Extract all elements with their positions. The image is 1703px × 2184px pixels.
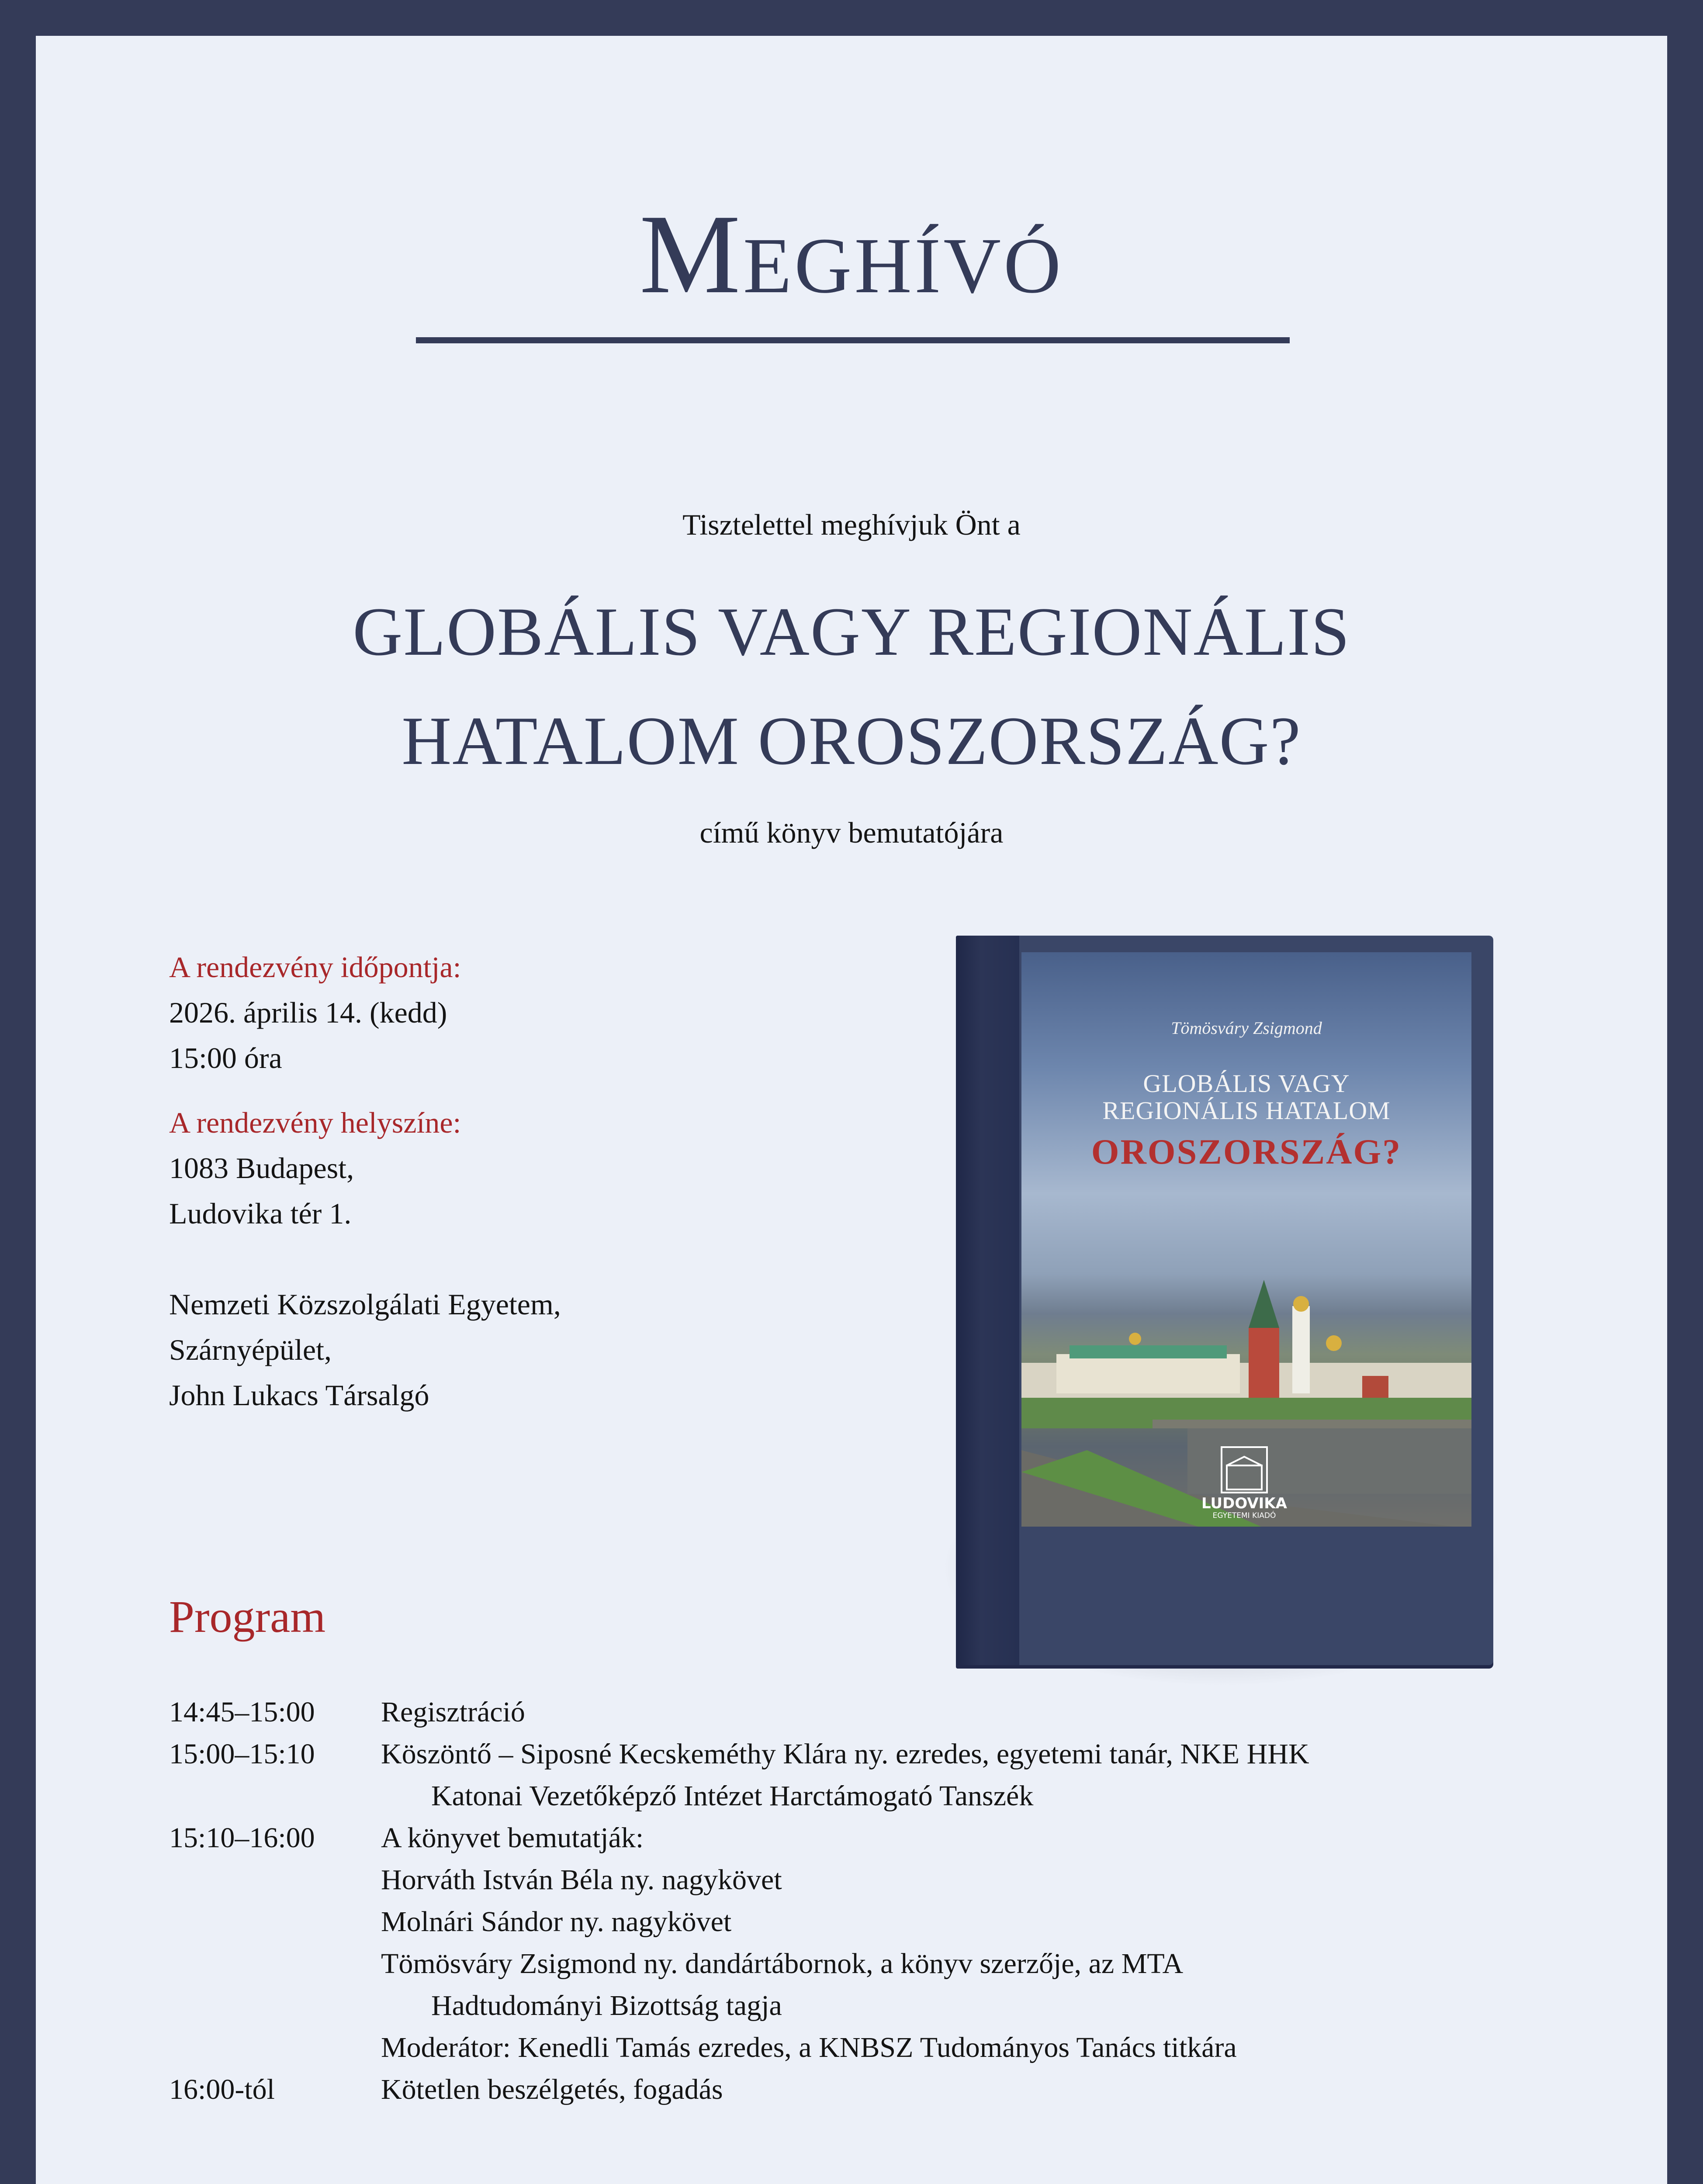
event-info xyxy=(169,944,912,1418)
program-desc-cont: Hadtudományi Bizottság tagja xyxy=(431,1990,782,2022)
cover-publisher-name: LUDOVIKA xyxy=(1201,1495,1287,1512)
venue-line3: John Lukacs Társalgó xyxy=(169,1379,429,1412)
cover-author: Tömösváry Zsigmond xyxy=(1171,1018,1322,1038)
program-time: 16:00-tól xyxy=(169,2073,275,2105)
building-icon xyxy=(1220,1446,1268,1494)
book-title-line1: GLOBÁLIS VAGY REGIONÁLIS xyxy=(353,594,1350,670)
program-desc: Tömösváry Zsigmond ny. dandártábornok, a könyv szerzője, az MTA xyxy=(381,1948,1184,1980)
cover-title xyxy=(1021,1070,1471,1124)
book-title xyxy=(36,577,1667,796)
address-line2: Ludovika tér 1. xyxy=(169,1197,352,1230)
date-label: A rendezvény időpontja: xyxy=(169,950,461,984)
program-row xyxy=(169,1733,1567,1817)
title-divider xyxy=(416,337,1290,343)
venue-line2: Szárnyépület, xyxy=(169,1333,332,1366)
program-row xyxy=(169,1817,1567,1859)
program-time xyxy=(169,1901,381,1943)
program-row xyxy=(169,2027,1567,2069)
cover-title-line2: REGIONÁLIS HATALOM xyxy=(1102,1096,1391,1125)
program-list xyxy=(169,1691,1567,2111)
cover-photo xyxy=(1021,952,1471,1527)
program-time xyxy=(169,1859,381,1901)
program-desc: Regisztráció xyxy=(381,1696,525,1728)
program-row xyxy=(169,1901,1567,1943)
cover-title-highlight: OROSZORSZÁG? xyxy=(1091,1132,1402,1171)
program-time: 15:00–15:10 xyxy=(169,1738,315,1770)
program-desc: Horváth István Béla ny. nagykövet xyxy=(381,1864,782,1896)
page-title: Meghívó xyxy=(639,191,1064,317)
program-time: 14:45–15:00 xyxy=(169,1696,315,1728)
event-date: 2026. április 14. (kedd) xyxy=(169,996,447,1029)
program-row xyxy=(169,1859,1567,1901)
book-title-line2: HATALOM OROSZORSZÁG? xyxy=(402,703,1301,779)
program-row xyxy=(169,1943,1567,2027)
program-row xyxy=(169,1691,1567,1733)
program-heading: Program xyxy=(169,1592,326,1642)
cover-publisher-sub: EGYETEMI KIADÓ xyxy=(1212,1511,1276,1520)
program-time xyxy=(169,1943,381,2027)
book-spine xyxy=(956,936,1019,1665)
program-desc: Köszöntő – Siposné Kecskeméthy Klára ny. ezredes, egyetemi tanár, NKE HHK xyxy=(381,1738,1309,1770)
program-desc: Kötetlen beszélgetés, fogadás xyxy=(381,2073,723,2105)
venue-label: A rendezvény helyszíne: xyxy=(169,1106,461,1139)
event-time: 15:00 óra xyxy=(169,1041,282,1075)
program-desc-cont: Katonai Vezetőképző Intézet Harctámogató Tanszék xyxy=(431,1780,1034,1812)
book-cover-image xyxy=(956,936,1493,1665)
venue-line1: Nemzeti Közszolgálati Egyetem, xyxy=(169,1288,561,1321)
program-time: 15:10–16:00 xyxy=(169,1822,315,1854)
cover-title-line1: GLOBÁLIS VAGY xyxy=(1143,1069,1350,1098)
cover-publisher-logo xyxy=(1196,1446,1292,1527)
program-row xyxy=(169,2069,1567,2111)
intro-lead: Tisztelettel meghívjuk Önt a xyxy=(682,508,1021,541)
invitation-page xyxy=(36,36,1667,2184)
program-desc: Moderátor: Kenedli Tamás ezredes, a KNBSZ Tudományos Tanács titkára xyxy=(381,2032,1237,2063)
program-desc: Molnári Sándor ny. nagykövet xyxy=(381,1906,732,1938)
program-time xyxy=(169,2027,381,2069)
address-line1: 1083 Budapest, xyxy=(169,1151,354,1185)
program-desc: A könyvet bemutatják: xyxy=(381,1822,644,1854)
intro-trail: című könyv bemutatójára xyxy=(699,816,1004,849)
